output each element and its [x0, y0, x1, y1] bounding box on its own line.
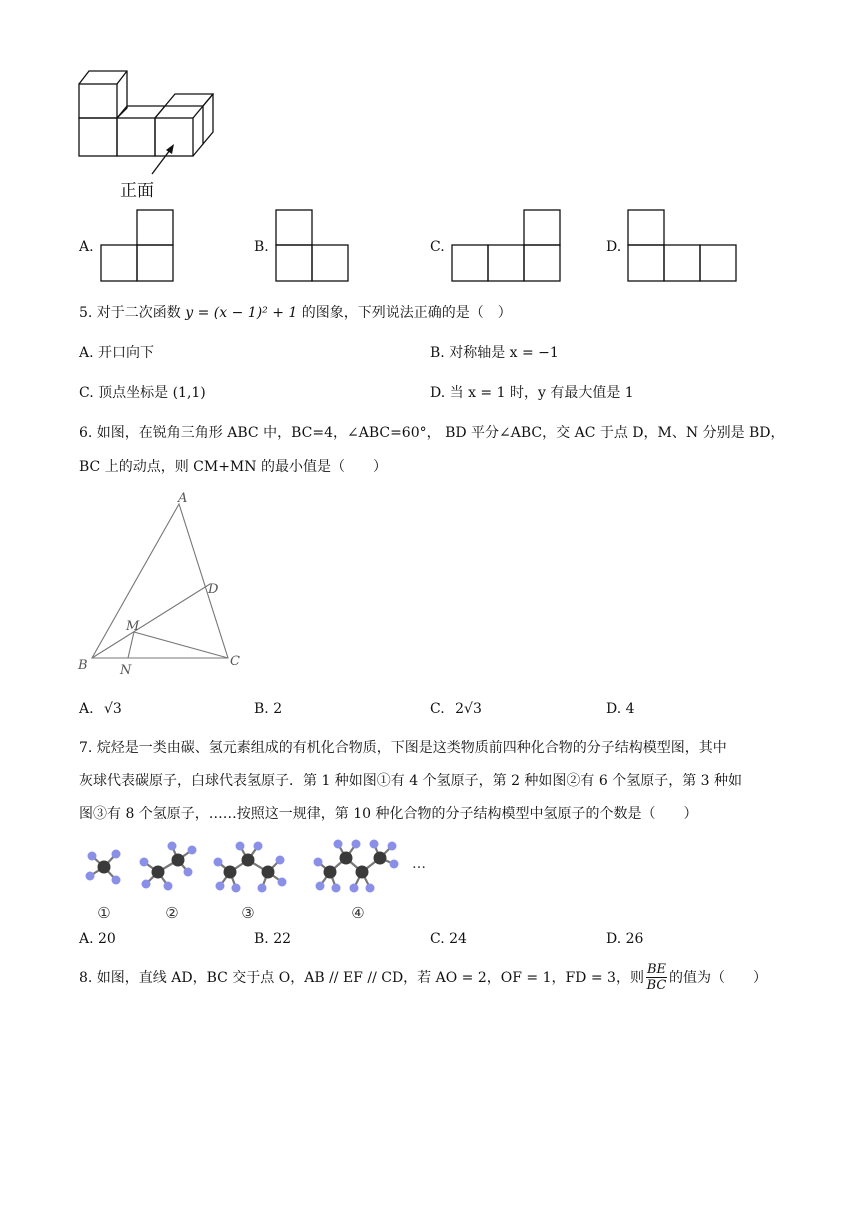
q6-stem-line1: 6. 如图，在锐角三角形 ABC 中，BC=4，∠ABC=60°， BD 平分∠ABC，交 AC 于点 D，M、N 分别是 BD， — [79, 425, 785, 441]
q6-option-d[interactable]: D. 4 — [606, 701, 635, 717]
q6-option-c[interactable]: C. 2√3 — [430, 701, 482, 717]
q5-formula: y = (x − 1)² + 1 — [185, 305, 298, 321]
q5-option-b[interactable]: B. 对称轴是 x = −1 — [430, 345, 559, 361]
q5-stem-pre: 5. 对于二次函数 — [79, 305, 181, 321]
q7-option-b[interactable]: B. 22 — [254, 931, 292, 947]
q8-fraction — [646, 962, 667, 993]
q7-stem-line3: 图③有 8 个氢原子，……按照这一规律，第 10 种化合物的分子结构模型中氢原子的个数是（ ） — [79, 806, 698, 822]
front-label: 正面 — [120, 181, 154, 201]
triangle-figure — [70, 486, 260, 682]
q8-stem-pre: 8. 如图，直线 AD，BC 交于点 O，AB // EF // CD，若 AO = 2，OF = 1，FD = 3，则 — [79, 969, 644, 986]
q4-option-d-view — [626, 209, 740, 283]
q4-option-a-label[interactable]: A. — [79, 239, 94, 255]
q6-option-b[interactable]: B. 2 — [254, 701, 283, 717]
q5-stem — [79, 303, 512, 323]
vertex-c-label: C — [230, 654, 240, 669]
q5-option-d[interactable]: D. 当 x = 1 时，y 有最大值是 1 — [430, 385, 634, 401]
q7-option-d[interactable]: D. 26 — [606, 931, 644, 947]
q4-option-c-view — [450, 209, 564, 283]
molecule-4-label: ④ — [351, 904, 365, 922]
molecule-3-label: ③ — [241, 904, 255, 922]
molecule-ellipsis: … — [412, 856, 426, 872]
q7-stem-line1: 7. 烷烃是一类由碳、氢元素组成的有机化合物质，下图是这类物质前四种化合物的分子结构模型图，其中 — [79, 740, 727, 756]
q5-stem-post: 的图象，下列说法正确的是（ ） — [301, 305, 512, 321]
q8-stem — [79, 962, 767, 993]
vertex-b-label: B — [78, 658, 88, 673]
q8-frac-den: BC — [646, 978, 667, 993]
q4-option-c-label[interactable]: C. — [430, 239, 445, 255]
q8-stem-post: 的值为（ ） — [669, 969, 767, 986]
vertex-a-label: A — [178, 491, 188, 506]
q8-frac-num: BE — [646, 962, 666, 977]
molecule-1-label: ① — [97, 904, 111, 922]
point-n-label: N — [120, 663, 132, 678]
q6-stem-line2: BC 上的动点，则 CM+MN 的最小值是（ ） — [79, 459, 387, 475]
q4-option-b-label[interactable]: B. — [254, 239, 269, 255]
q5-option-c[interactable]: C. 顶点坐标是 (1,1) — [79, 385, 206, 401]
q7-stem-line2: 灰球代表碳原子，白球代表氢原子．第 1 种如图①有 4 个氢原子，第 2 种如图②有 6 个氢原子，第 3 种如 — [79, 773, 743, 789]
q4-option-a-view — [99, 209, 177, 283]
q4-option-b-view — [274, 209, 352, 283]
point-d-label: D — [208, 582, 219, 597]
point-m-label: M — [126, 619, 140, 634]
q6-option-a[interactable]: A. √3 — [79, 701, 122, 717]
q4-option-d-label[interactable]: D. — [606, 239, 622, 255]
molecule-models-figure — [76, 832, 436, 924]
q5-option-a[interactable]: A. 开口向下 — [79, 345, 155, 361]
q7-option-c[interactable]: C. 24 — [430, 931, 467, 947]
molecule-2-label: ② — [165, 904, 179, 922]
q7-option-a[interactable]: A. 20 — [79, 931, 116, 947]
